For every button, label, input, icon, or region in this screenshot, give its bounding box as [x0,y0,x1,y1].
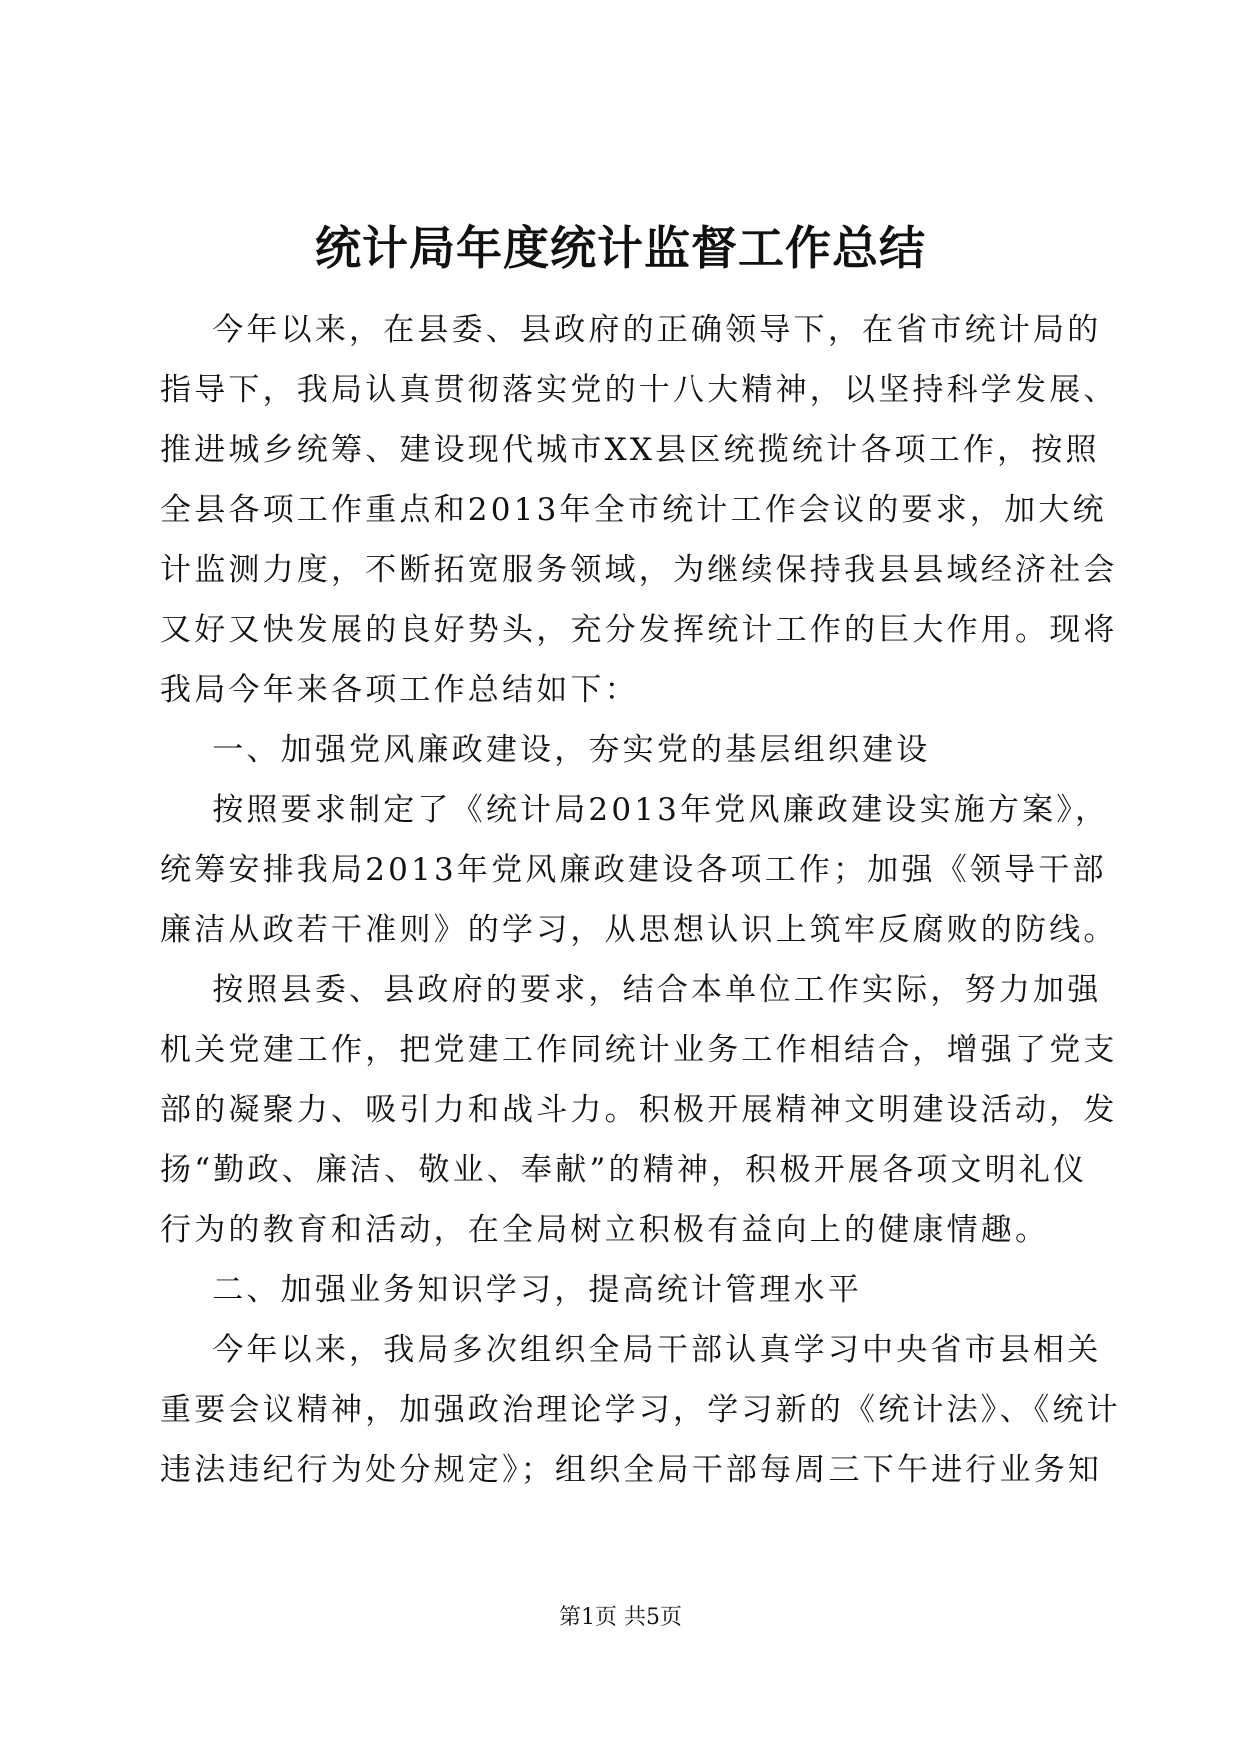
body-line: 部的凝聚力、吸引力和战斗力。积极开展精神文明建设活动，发 [160,1092,1118,1128]
document-title: 统计局年度统计监督工作总结 [315,221,926,275]
body-line: 我局今年来各项工作总结如下： [160,672,639,708]
body-line: 扬“勤政、廉洁、敬业、奉献”的精神，积极开展各项文明礼仪 [160,1152,1088,1188]
body-line: 按照要求制定了《统计局2013年党风廉政建设实施方案》， [160,792,1110,828]
body-line: 计监测力度，不断拓宽服务领域，为继续保持我县县域经济社会 [160,552,1118,588]
body-line: 行为的教育和活动，在全局树立积极有益向上的健康情趣。 [160,1212,1050,1248]
body-line: 指导下，我局认真贯彻落实党的十八大精神，以坚持科学发展、 [160,372,1118,408]
body-line: 全县各项工作重点和2013年全市统计工作会议的要求，加大统 [160,492,1107,528]
section-heading: 二、加强业务知识学习，提高统计管理水平 [160,1272,863,1308]
body-line: 按照县委、县政府的要求，结合本单位工作实际，努力加强 [160,972,1102,1008]
page-number: 第1页 共5页 [559,1605,682,1630]
body-line: 机关党建工作，把党建工作同统计业务工作相结合，增强了党支 [160,1032,1118,1068]
body-line: 又好又快发展的良好势头，充分发挥统计工作的巨大作用。现将 [160,612,1118,648]
body-line: 廉洁从政若干准则》的学习，从思想认识上筑牢反腐败的防线。 [160,912,1118,948]
body-line: 统筹安排我局2013年党风廉政建设各项工作；加强《领导干部 [160,852,1107,888]
body-line: 违法违纪行为处分规定》；组织全局干部每周三下午进行业务知 [160,1452,1103,1488]
body-line: 重要会议精神，加强政治理论学习，学习新的《统计法》、《统计 [160,1392,1121,1428]
body-line: 今年以来，我局多次组织全局干部认真学习中央省市县相关 [160,1332,1102,1368]
section-heading: 一、加强党风廉政建设，夯实党的基层组织建设 [160,732,931,768]
body-line: 今年以来，在县委、县政府的正确领导下，在省市统计局的 [160,312,1102,348]
body-line: 推进城乡统筹、建设现代城市XX县区统揽统计各项工作，按照 [160,432,1100,468]
